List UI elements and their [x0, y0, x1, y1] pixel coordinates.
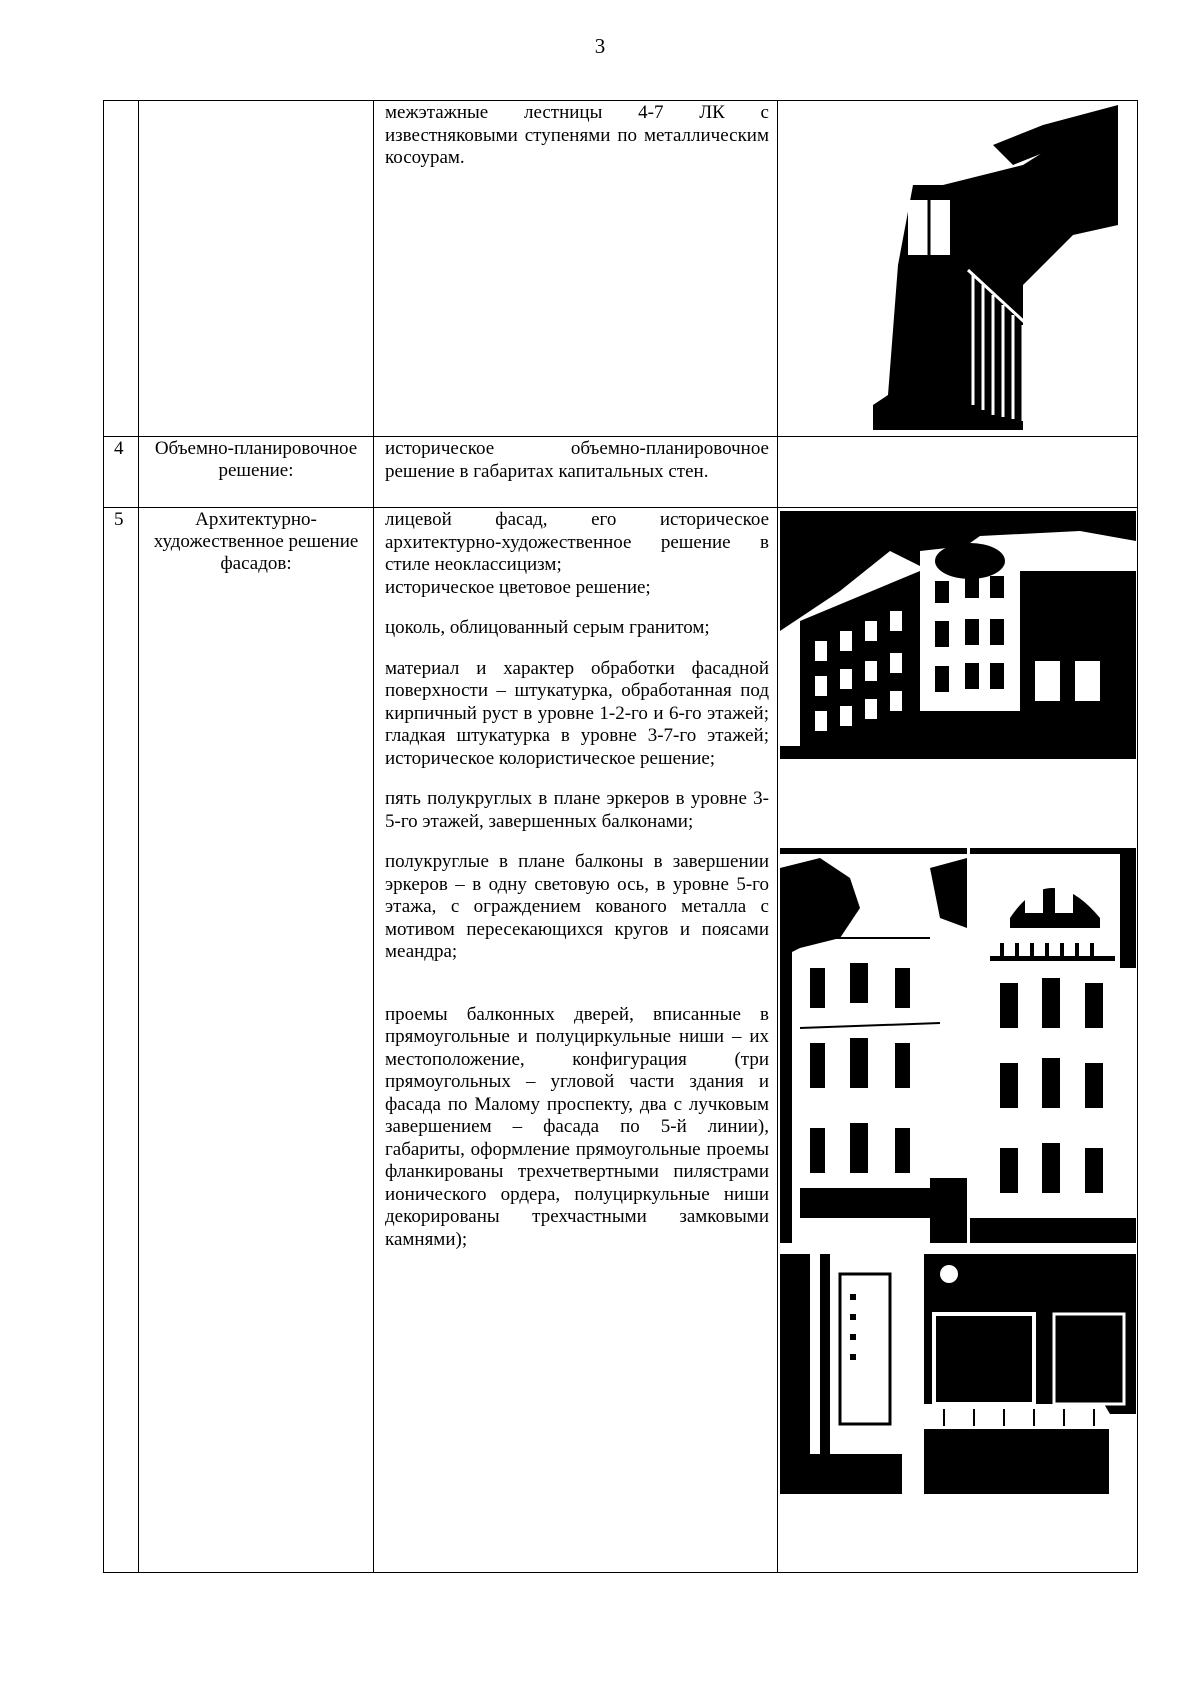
row-photo-cell: [778, 437, 1138, 508]
row-photo-cell: [778, 101, 1138, 437]
balcony-door-photo-left: [780, 1254, 902, 1494]
table-row: [104, 101, 1138, 437]
description-paragraph: цоколь, облицованный серым гранитом;: [385, 617, 710, 638]
row-description: [374, 101, 778, 437]
facade-photo: [780, 511, 1136, 759]
description-paragraph: межэтажные лестницы 4-7 ЛК с известняковыми ступенями по металлическим косоурам.: [385, 102, 769, 168]
row-category: [139, 101, 374, 437]
bay-window-photo-left: [780, 848, 967, 1243]
description-paragraph: историческое цветовое решение;: [385, 576, 651, 598]
row-description: [374, 508, 778, 1573]
row-photo-cell: [778, 508, 1138, 1573]
protected-elements-table: [103, 100, 1138, 1573]
table-row: [104, 508, 1138, 1573]
description-paragraph: лицевой фасад, его историческое архитектурно-художественное решение в стиле неоклассицизм;: [385, 509, 769, 575]
balcony-door-photo-right: [904, 1254, 1136, 1494]
description-paragraph: историческое объемно-планировочное решение в габаритах капитальных стен.: [385, 438, 769, 482]
description-paragraph: пять полукруглых в плане эркеров в уровне 3-5-го этажей, завершенных балконами;: [385, 788, 769, 832]
row-description: [374, 437, 778, 508]
row-number: 4: [104, 437, 139, 508]
page-number: 3: [594, 34, 606, 58]
description-paragraph: материал и характер обработки фасадной поверхности – штукатурка, обработанная под кирпичный руст в уровне 1-2-го и 6-го этажей; гладкая штукатурка в уровне 3-7-го этажей; историческое колористическое решение;: [385, 657, 769, 769]
row-number: [104, 101, 139, 437]
row-number: 5: [104, 508, 139, 1573]
description-paragraph: проемы балконных дверей, вписанные в прямоугольные и полуциркульные ниши – их местоположение, конфигурация (три прямоугольных – угловой части здания и фасада по Малому проспекту, два с лучковым завершением – фасада по 5-й линии), габариты, оформление прямоугольные проемы фланкированы трехчетвертными пилястрами ионического ордера, полуциркульные ниши декорированы трехчастными замковыми камнями);: [385, 1003, 769, 1250]
row-category: Архитектурно-художественное решение фасадов:: [139, 508, 374, 1573]
description-paragraph: полукруглые в плане балконы в завершении эркеров – в одну световую ось, в уровне 5-го этажа, с ограждением кованого металла с мотивом пересекающихся кругов и поясами меандра;: [385, 851, 769, 962]
bay-window-photo-right: [970, 848, 1136, 1243]
staircase-photo: [873, 105, 1118, 430]
table-row: [104, 437, 1138, 508]
row-category: Объемно-планировочное решение:: [139, 437, 374, 508]
